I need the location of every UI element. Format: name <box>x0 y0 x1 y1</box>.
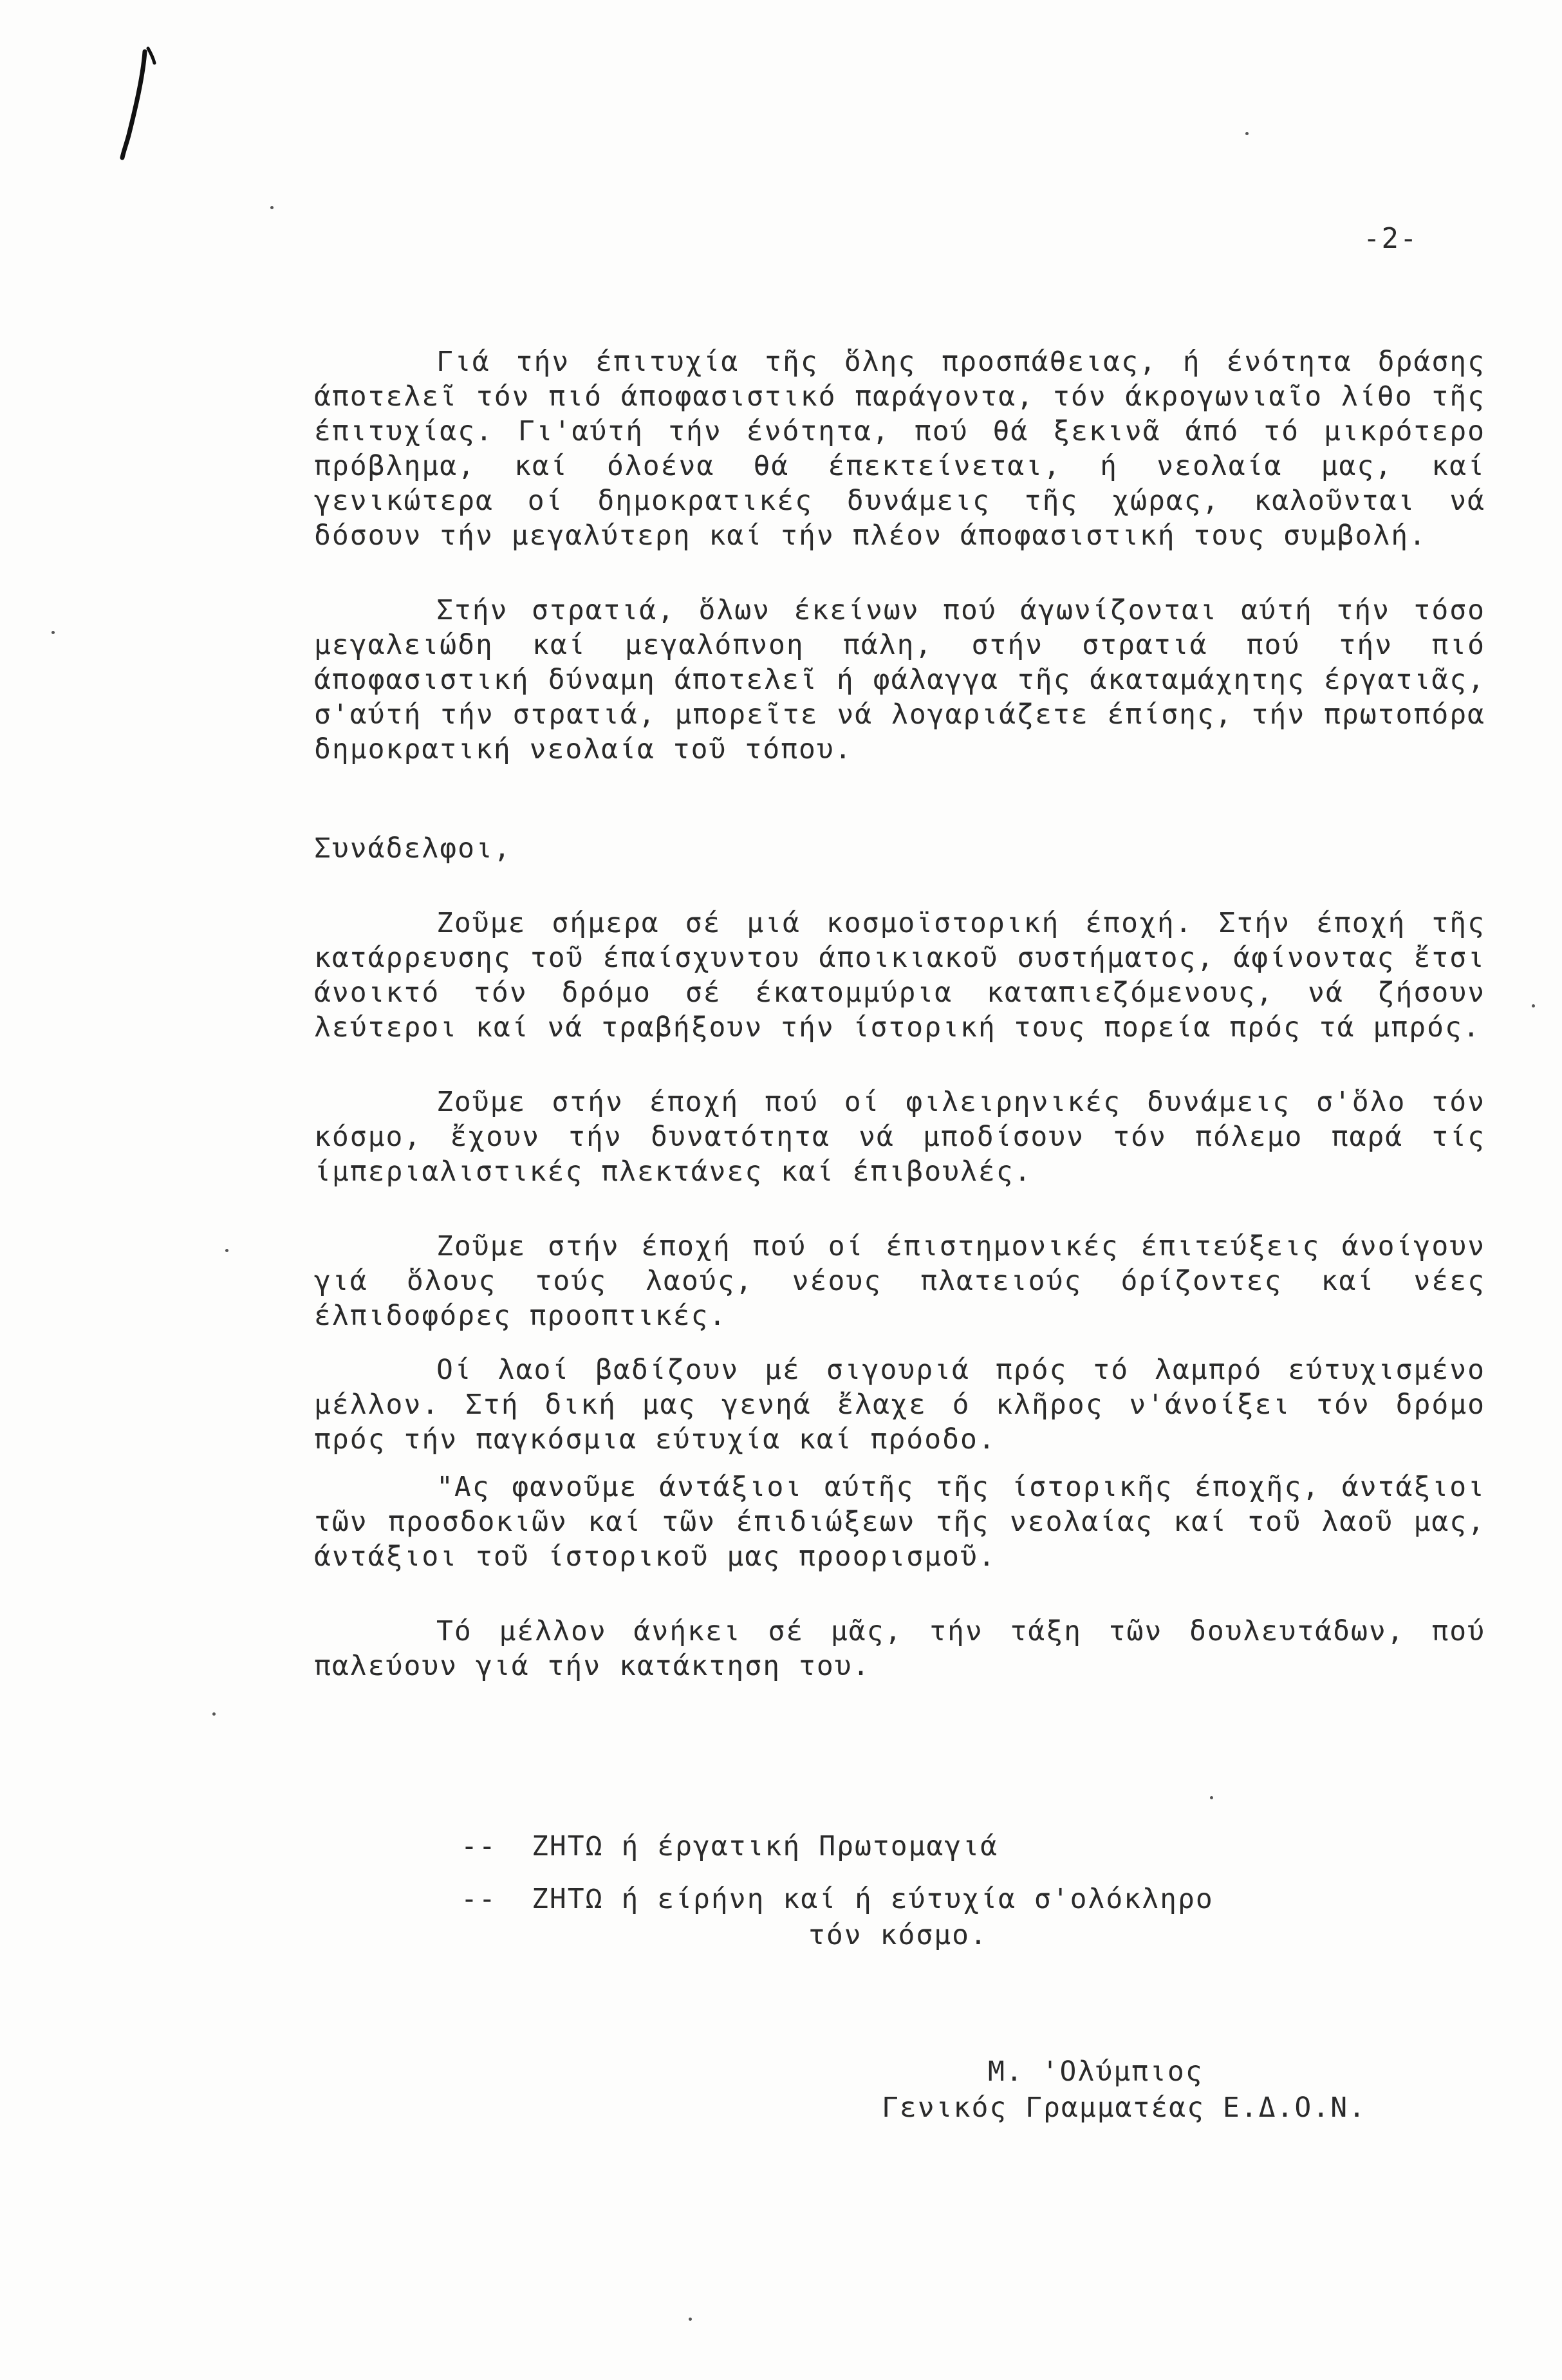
paragraph-peace: Ζοῦμε στήν έποχή πού οί φιλειρηνικές δυνάμεις σ'ὅλο τόν κόσμο, ἔχουν τήν δυνατότητα νά μποδίσουν τόν πόλεμο παρά τίς ίμπεριαλιστικές πλεκτάνες καί έπιβουλές. <box>314 1086 1485 1188</box>
paragraph-army: Στήν στρατιά, ὅλων έκείνων πού άγωνίζονται αύτή τήν τόσο μεγαλειώδη καί μεγαλόπνοη πάλη, στήν στρατιά πού τήν πιό άποφασιστική δύναμη άποτελεῖ ή φάλαγγα τῆς άκαταμάχητης έργατιᾶς, σ'αύτή τήν στρατιά, μπορεῖτε νά λογαριάζετε έπίσης, τήν πρωτοπόρα δημοκρατική νεολαία τοῦ τόπου. <box>314 594 1485 765</box>
slogan-dash: -- <box>461 1830 497 1862</box>
scan-speck <box>1245 132 1249 135</box>
page-number: -2- <box>1363 222 1418 255</box>
paragraph-worthy: "Ας φανοῦμε άντάξιοι αύτῆς τῆς ίστορικῆς έποχῆς, άντάξιοι τῶν προσδοκιῶν καί τῶν έπιδιώξεων τῆς νεολαίας καί τοῦ λαοῦ μας, άντάξιοι τοῦ ίστορικοῦ μας προορισμοῦ. <box>314 1471 1485 1573</box>
paragraph-unity: Γιά τήν έπιτυχία τῆς ὅλης προσπάθειας, ή ένότητα δράσης άποτελεῖ τόν πιό άποφασιστικό παράγοντα, τόν άκρογωνιαῖο λίθο τῆς έπιτυχίας. Γι'αύτή τήν ένότητα, πού θά ξεκινᾶ άπό τό μικρότερο πρόβλημα, καί όλοένα θά έπεκτείνεται, ή νεολαία μας, καί γενικώτερα οί δημοκρατικές δυνάμεις τῆς χώρας, καλοῦνται νά δόσουν τήν μεγαλύτερη καί τήν πλέον άποφασιστική τους συμβολή. <box>314 346 1485 552</box>
slogan-text-continuation: τόν κόσμο. <box>808 1919 988 1951</box>
signature-block <box>882 2054 1366 2126</box>
paragraph-peoples: Οί λαοί βαδίζουν μέ σιγουριά πρός τό λαμπρό εύτυχισμένο μέλλον. Στή δική μας γενηά ἔλαχε ό κλῆρος ν'άνοίξει τόν δρόμο πρός τήν παγκόσμια εύτυχία καί πρόοδο. <box>314 1354 1485 1456</box>
slogan-dash: -- <box>461 1883 497 1915</box>
scan-speck <box>1532 1004 1535 1007</box>
slogan-text-line: ΖΗΤΩ ή είρήνη καί ή εύτυχία σ'ολόκληρο <box>532 1883 1214 1915</box>
slogan-text <box>532 1881 1368 1953</box>
scan-speck <box>689 2318 692 2321</box>
slogan-may-day <box>461 1828 1368 1864</box>
scan-speck <box>270 206 274 209</box>
signatory-name: Μ. 'Ολύμπιος <box>988 2056 1204 2088</box>
closing-slogans <box>461 1828 1368 1970</box>
salutation: Συνάδελφοι, <box>314 832 512 865</box>
scan-speck <box>212 1712 216 1716</box>
slogan-text: ΖΗΤΩ ή έργατική Πρωτομαγιά <box>532 1830 999 1862</box>
letter-body <box>314 344 1485 1683</box>
slogan-peace <box>461 1881 1368 1953</box>
signatory-title: Γενικός Γραμματέας Ε.Δ.Ο.Ν. <box>882 2092 1366 2124</box>
scan-speck <box>225 1249 228 1252</box>
paragraph-epoch: Ζοῦμε σήμερα σέ μιά κοσμοϊστορική έποχή. Στήν έποχή τῆς κατάρρευσης τοῦ έπαίσχυντου άποικιακοῦ συστήματος, άφίνοντας ἔτσι άνοικτό τόν δρόμο σέ έκατομμύρια καταπιεζόμενους, νά ζήσουν λεύτεροι καί νά τραβήξουν τήν ίστορική τους πορεία πρός τά μπρός. <box>314 907 1485 1044</box>
paragraph-science: Ζοῦμε στήν έποχή πού οί έπιστημονικές έπιτεύξεις άνοίγουν γιά ὅλους τούς λαούς, νέους πλατειούς όρίζοντες καί νέες έλπιδοφόρες προοπτικές. <box>314 1230 1485 1332</box>
scan-speck <box>1210 1796 1213 1799</box>
scan-speck <box>51 631 55 634</box>
paragraph-future: Τό μέλλον άνήκει σέ μᾶς, τήν τάξη τῶν δουλευτάδων, πού παλεύουν γιά τήν κατάκτηση του. <box>314 1615 1485 1682</box>
handwritten-mark <box>84 39 187 167</box>
